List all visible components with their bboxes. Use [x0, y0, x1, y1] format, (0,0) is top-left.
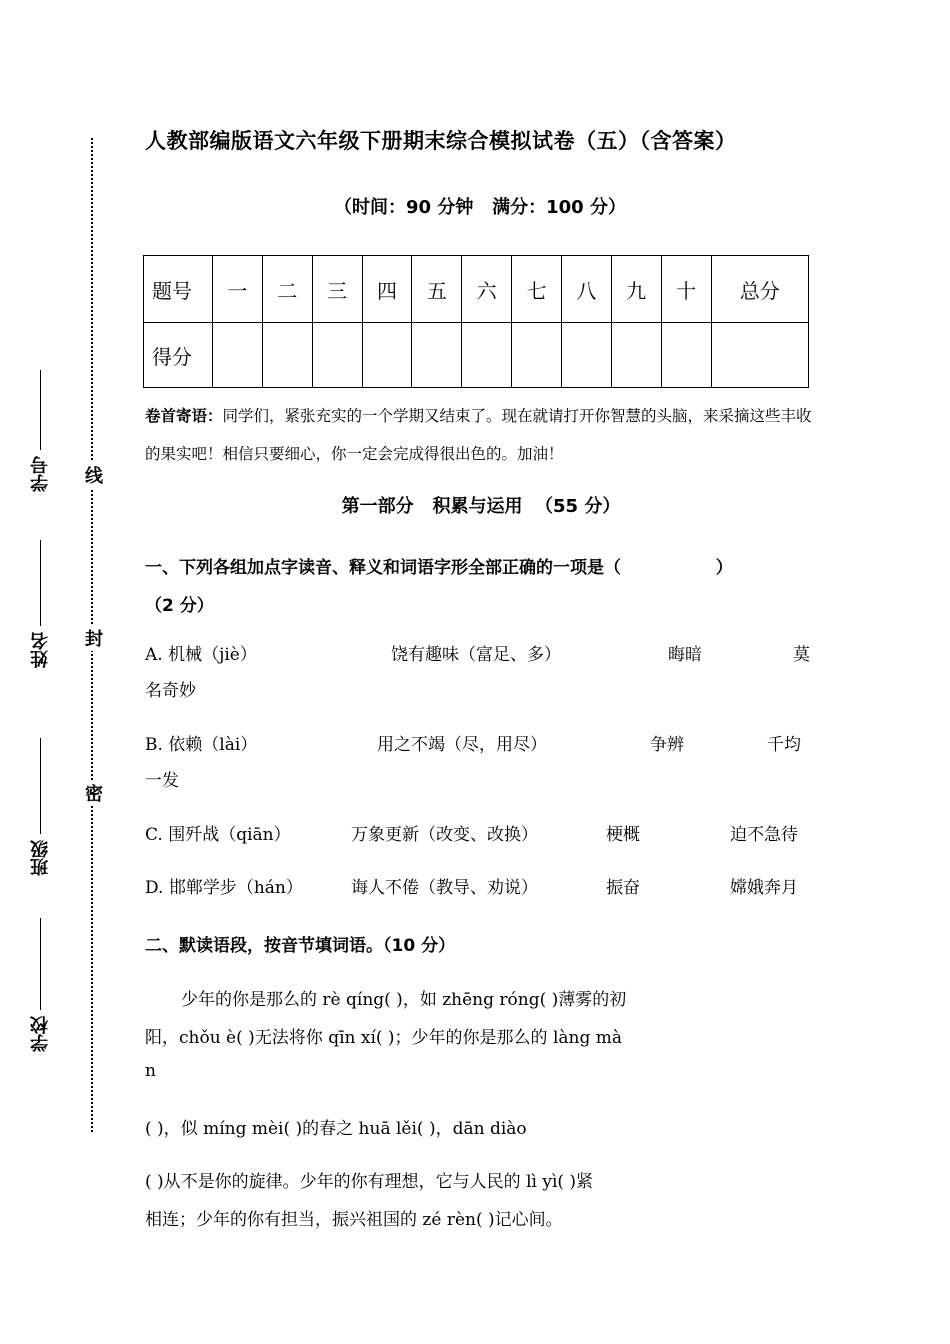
exam-subtitle: （时间：90 分钟 满分：100 分） — [334, 197, 626, 218]
option-d-word: D. 邯郸学步（hán） — [145, 878, 303, 898]
exam-title: 人教部编版语文六年级下册期末综合模拟试卷（五）（含答案） — [145, 129, 737, 153]
score-entry-cell[interactable] — [312, 323, 362, 388]
seal-word-xian: 线 — [79, 462, 105, 488]
name-field — [28, 540, 54, 668]
class-blank[interactable] — [41, 738, 42, 834]
option-a-continued — [145, 673, 810, 709]
passage-line-4: ( )，似 míng mèi( )的春之 huā lěi( )，dān diào — [145, 1119, 527, 1139]
score-cell-header: 总分 — [711, 256, 808, 323]
name-label: 姓名 — [30, 632, 51, 668]
score-row-label: 得分 — [144, 323, 213, 388]
score-table-score-row — [144, 323, 809, 388]
option-c-idiom: 万象更新（改变、改换） — [351, 825, 538, 845]
option-a-idiom: 饶有趣味（富足、多） — [391, 645, 561, 665]
score-cell-header: 七 — [512, 256, 562, 323]
question-1-points: （2 分） — [145, 596, 214, 616]
preface-note — [145, 397, 815, 473]
option-b-word: B. 依赖（lài） — [145, 735, 258, 755]
option-a-word3-start: 莫 — [793, 645, 810, 665]
passage-line-2: 阳，chǒu è( )无法将你 qīn xí( )；少年的你是那么的 làng mà — [145, 1028, 623, 1048]
name-blank[interactable] — [41, 540, 42, 626]
school-field — [28, 918, 54, 1052]
score-cell-header: 一 — [213, 256, 263, 323]
score-cell-label: 题号 — [144, 256, 213, 323]
score-entry-cell[interactable] — [412, 323, 462, 388]
option-b-word3-end: 一发 — [145, 771, 179, 791]
score-entry-cell[interactable] — [512, 323, 562, 388]
option-d-idiom: 诲人不倦（教导、劝说） — [351, 878, 538, 898]
score-cell-header: 二 — [262, 256, 312, 323]
score-entry-cell[interactable] — [262, 323, 312, 388]
option-a-word: A. 机械（jiè） — [145, 645, 257, 665]
score-entry-cell[interactable] — [661, 323, 711, 388]
seal-word-feng: 封 — [79, 625, 105, 651]
score-table — [143, 255, 809, 388]
option-a-word3-end: 名奇妙 — [145, 681, 196, 701]
score-entry-cell[interactable] — [362, 323, 412, 388]
option-b-continued — [145, 763, 810, 799]
passage-line-6: 相连；少年的你有担当，振兴祖国的 zé rèn( )记心间。 — [145, 1210, 563, 1230]
option-d-word3: 嫦娥奔月 — [730, 878, 798, 898]
option-b-word2: 争辨 — [650, 735, 684, 755]
score-cell-header: 四 — [362, 256, 412, 323]
class-field — [28, 738, 54, 876]
score-cell-header: 十 — [661, 256, 711, 323]
option-a-word2: 晦暗 — [668, 645, 702, 665]
passage-line-3: n — [145, 1061, 156, 1081]
question-2-stem: 二、默读语段，按音节填词语。（10 分） — [145, 936, 456, 956]
option-c-word2: 梗概 — [606, 825, 640, 845]
score-cell-header: 三 — [312, 256, 362, 323]
score-table-header-row — [144, 256, 809, 323]
passage-line-5: ( )从不是你的旋律。少年的你有理想，它与人民的 lì yì( )紧 — [145, 1172, 594, 1192]
part-one-heading: 第一部分 积累与运用 （55 分） — [341, 496, 621, 517]
option-d-word2: 振奋 — [606, 878, 640, 898]
student-id-field — [28, 370, 54, 492]
question-1-stem: 一、下列各组加点字读音、释义和词语字形全部正确的一项是（ ） — [145, 558, 733, 578]
option-c[interactable] — [145, 817, 810, 853]
school-label: 学校 — [30, 1016, 51, 1052]
score-entry-cell[interactable] — [213, 323, 263, 388]
option-b-idiom: 用之不竭（尽，用尽） — [377, 735, 547, 755]
score-entry-cell[interactable] — [711, 323, 808, 388]
preface-label: 卷首寄语： — [145, 406, 223, 425]
student-id-blank[interactable] — [41, 370, 42, 450]
question-1-options — [145, 637, 810, 906]
student-id-label: 学号 — [30, 456, 51, 492]
option-a[interactable] — [145, 637, 810, 673]
score-cell-header: 八 — [562, 256, 612, 323]
option-b-word3-start: 千均 — [767, 735, 801, 755]
score-cell-header: 九 — [611, 256, 661, 323]
seal-word-mi: 密 — [79, 780, 105, 806]
class-label: 班级 — [30, 840, 51, 876]
option-b[interactable] — [145, 727, 810, 763]
passage-line-1: 少年的你是那么的 rè qíng( )，如 zhēng róng( )薄雾的初 — [181, 990, 627, 1010]
school-blank[interactable] — [41, 918, 42, 1010]
score-cell-header: 五 — [412, 256, 462, 323]
option-c-word: C. 围歼战（qiān） — [145, 825, 291, 845]
score-entry-cell[interactable] — [611, 323, 661, 388]
option-c-word3: 迫不急待 — [730, 825, 798, 845]
preface-text: 同学们，紧张充实的一个学期又结束了。现在就请打开你智慧的头脑，来采摘这些丰收的果实吧！相信只要细心，你一定会完成得很出色的。加油！ — [145, 407, 812, 463]
score-entry-cell[interactable] — [462, 323, 512, 388]
option-d[interactable] — [145, 870, 810, 906]
score-entry-cell[interactable] — [562, 323, 612, 388]
score-cell-header: 六 — [462, 256, 512, 323]
